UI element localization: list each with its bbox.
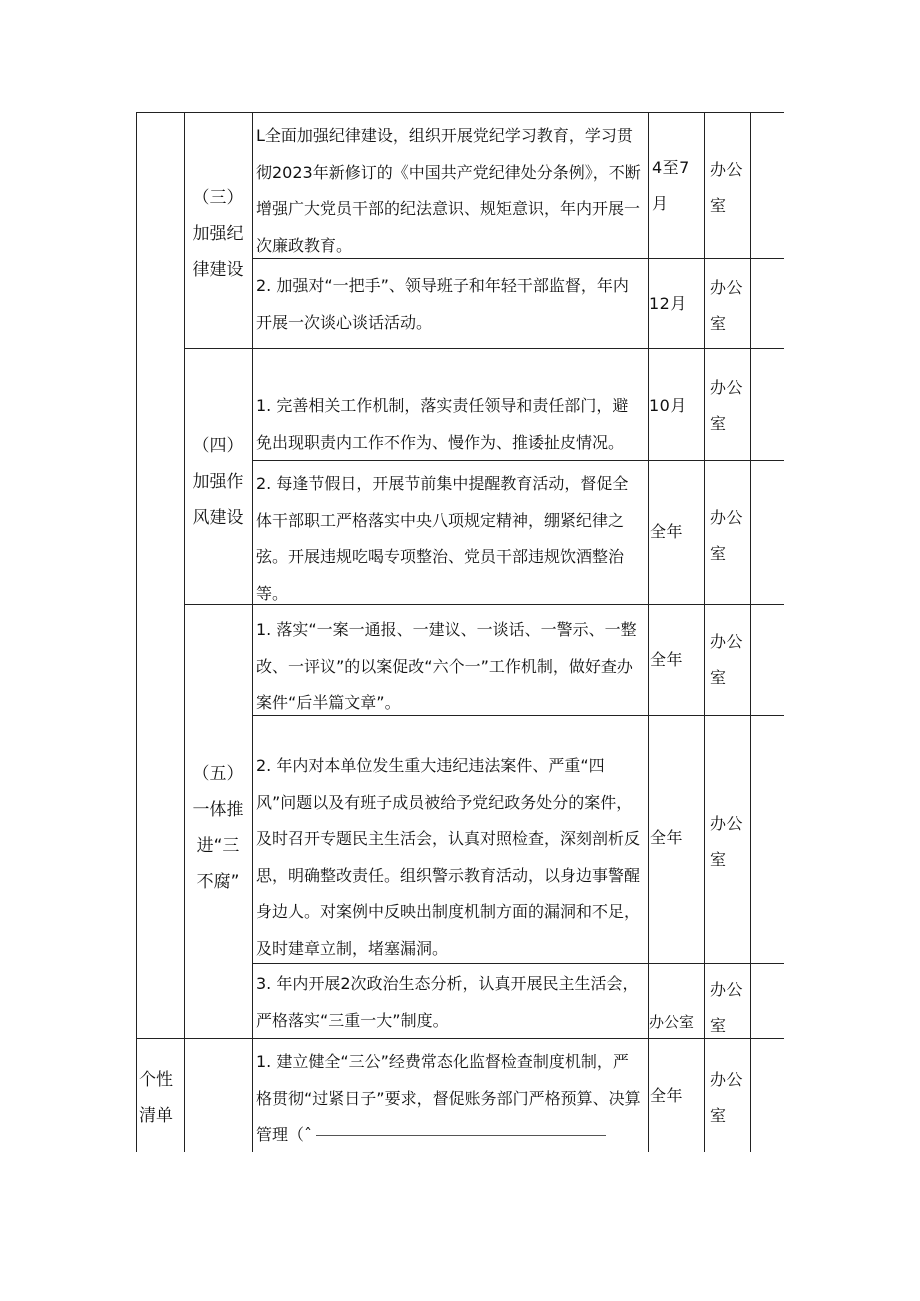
dept-cell: 办公室 <box>710 160 744 215</box>
time-cell: 全年 <box>650 1086 684 1105</box>
dept-cell: 办公室 <box>710 278 744 333</box>
table-rule <box>184 348 784 349</box>
task-text <box>256 1044 644 1154</box>
time-cell: 全年 <box>650 522 684 541</box>
table-rule <box>136 112 784 113</box>
task-text: 2. 加强对“一把手”、领导班子和年轻干部监督，年内开展一次谈心谈话活动。 <box>256 276 629 332</box>
table-rule <box>136 112 137 1152</box>
time-cell: 10月 <box>649 396 687 415</box>
dept-cell: 办公室 <box>710 980 744 1035</box>
task-text: 3. 年内开展2次政治生态分析，认真开展民主生活会，严格落实“三重一大”制度。 <box>256 974 639 1030</box>
dept-cell: 办公室 <box>710 378 744 433</box>
dept-cell: 办公室 <box>710 508 744 563</box>
time-cell: 全年 <box>650 650 684 669</box>
task-text: 1. 落实“一案一通报、一建议、一谈话、一警示、一整改、一评议”的以案促改“六个一”工作机制，做好查办案件“后半篇文章”。 <box>256 620 637 712</box>
table-rule <box>252 112 253 1152</box>
blank-underline <box>316 1135 606 1136</box>
table-rule <box>184 112 185 1152</box>
table-rule <box>704 112 705 1152</box>
category-cell: （四） 加强作 风建设 <box>192 436 244 528</box>
category-cell: （五） 一体推 进“三 不腐” <box>192 764 244 892</box>
table-rule <box>648 112 649 1152</box>
dept-cell: 办公室 <box>710 632 744 687</box>
section-cell: 个性 清单 <box>139 1070 173 1126</box>
time-cell: 12月 <box>649 294 687 313</box>
task-text-content: 1. 建立健全“三公”经费常态化监督检查制度机制，严格贯彻“过紧日子”要求，督促账务部门严格预算、决算管理（ˆ <box>256 1052 641 1144</box>
task-text: 2. 每逢节假日，开展节前集中提醒教育活动，督促全体干部职工严格落实中央八项规定精神，绷紧纪律之弦。开展违规吃喝专项整治、党员干部违规饮酒整治等。 <box>256 474 629 603</box>
category-cell: （三） 加强纪 律建设 <box>192 188 244 280</box>
dept-cell: 办公室 <box>710 814 744 869</box>
task-text: 1. 完善相关工作机制，落实责任领导和责任部门，避免出现职责内工作不作为、慢作为、推诿扯皮情况。 <box>256 396 629 452</box>
time-cell: 办公室 <box>649 1013 695 1031</box>
table-rule <box>750 112 751 1152</box>
task-text: L全面加强纪律建设，组织开展党纪学习教育，学习贯彻2023年新修订的《中国共产党纪律处分条例》，不断增强广大党员干部的纪法意识、规矩意识，年内开展一次廉政教育。 <box>256 126 641 255</box>
time-cell: 全年 <box>650 828 684 847</box>
time-cell: 4至7月 <box>652 158 690 213</box>
task-text: 2. 年内对本单位发生重大违纪违法案件、严重“四风”问题以及有班子成员被给予党纪政务处分的案件，及时召开专题民主生活会，认真对照检查，深刻剖析反思，明确整改责任。组织警示教育活动，以身边事警醒身边人。对案例中反映出制度机制方面的漏洞和不足，及时建章立制，堵塞漏洞。 <box>256 756 641 958</box>
dept-cell: 办公室 <box>710 1070 744 1125</box>
